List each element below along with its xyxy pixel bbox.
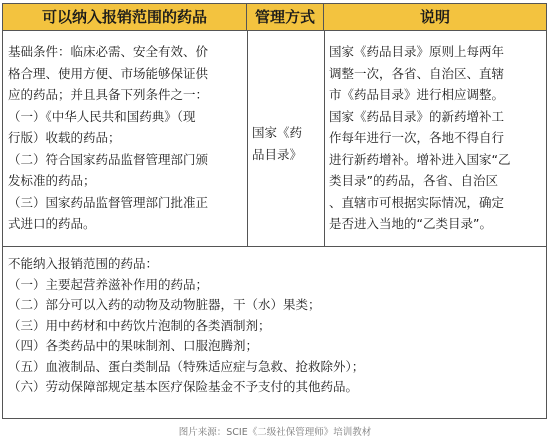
text-line: 不能纳入报销范围的药品： xyxy=(8,256,159,271)
text-line: （一）主要起营养滋补作用的药品； xyxy=(8,276,209,292)
text-line: （二）部分可以入药的动物及动物脏器，干（水）果类； xyxy=(8,297,321,312)
divider xyxy=(3,246,546,247)
header-management-method: 管理方式 xyxy=(247,4,324,30)
text-line: 市《药品目录》进行相应调整。 xyxy=(329,87,505,102)
text-line: 调整一次，各省、自治区、直辖 xyxy=(329,65,505,81)
text-line: 应的药品；并且具备下列条件之一： xyxy=(8,87,209,102)
text-line: 式进口的药品。 xyxy=(8,216,96,231)
header-explanation: 说明 xyxy=(324,4,546,30)
text-line: （三）用中药材和中药饮片泡制的各类酒制剂； xyxy=(8,317,271,333)
text-line: 发标准的药品； xyxy=(8,173,96,188)
text-line: 国家《药品目录》的新药增补工 xyxy=(329,108,505,124)
divider xyxy=(3,30,546,31)
text-line: 国家《药 xyxy=(252,125,303,140)
text-line: （五）血液制品、蛋白类制品（特殊适应症与急救、抢救除外）； xyxy=(8,358,365,374)
header-reimbursable-drugs: 可以纳入报销范围的药品 xyxy=(3,4,247,30)
text-line: （六）劳动保障部规定基本医疗保险基金不予支付的其他药品。 xyxy=(8,379,359,394)
text-line: 类目录”的药品，各省、自治区 xyxy=(329,173,498,188)
text-line: 作每年进行一次，各地不得自行 xyxy=(329,130,505,145)
text-line: 格合理、使用方便、市场能够保证供 xyxy=(8,65,209,81)
text-line: 基础条件：临床必需、安全有效、价 xyxy=(8,44,209,59)
text-line: 是否进入当地的“乙类目录”。 xyxy=(329,216,492,231)
text-line: （二）符合国家药品监督管理部门颁 xyxy=(8,151,209,167)
text-line: 进行新药增补。增补进入国家“乙 xyxy=(329,151,511,167)
text-line: （四）各类药品中的果味制剂、口服泡腾剂； xyxy=(8,338,259,353)
text-line: 、直辖市可根据实际情况，确定 xyxy=(329,194,505,210)
divider xyxy=(324,30,325,246)
divider xyxy=(247,30,248,246)
text-line: 行版）收载的药品； xyxy=(8,130,121,145)
text-line: （一）《中华人民共和国药典》（现 xyxy=(8,108,196,124)
image-caption: 图片来源：SCIE《二级社保管理师》培训教材 xyxy=(178,427,372,438)
management-cell xyxy=(252,122,322,165)
text-line: （三）国家药品监督管理部门批准正 xyxy=(8,194,209,210)
explanation-cell xyxy=(329,41,543,235)
text-line: 品目录》 xyxy=(252,146,303,162)
reimbursement-table xyxy=(2,3,547,419)
conditions-cell xyxy=(8,41,244,235)
text-line: 国家《药品目录》原则上每两年 xyxy=(329,44,505,59)
exclusions-cell xyxy=(8,254,540,398)
